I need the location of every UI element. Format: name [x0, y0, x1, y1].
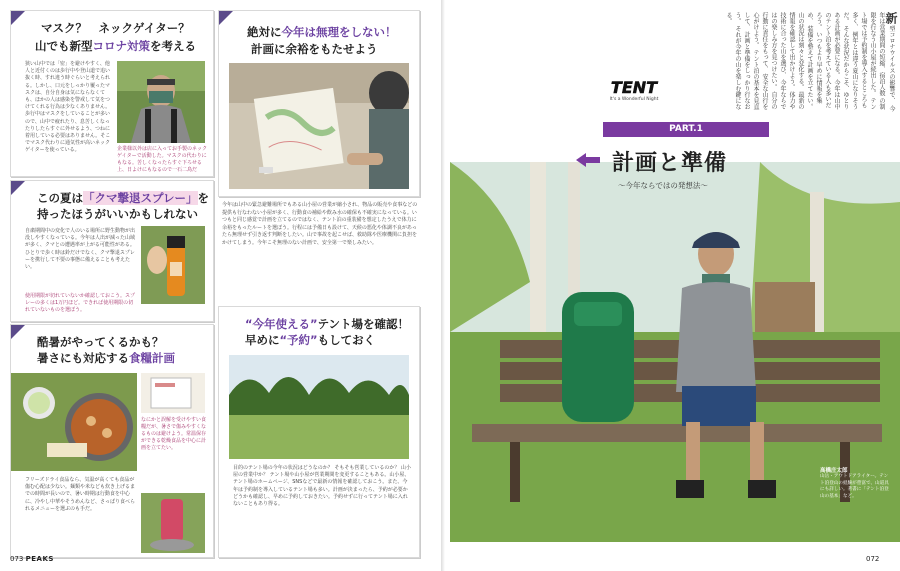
mask-caption: 企業様以外は店に入ってお手製のネックゲイターで活動した。マスクの代わりにもなる。苦しくなったらすぐ下ろせる上、日よけにもなるので一石二鳥だ	[117, 146, 208, 173]
tent-headline-2: 早めに“予約”もしておく	[245, 333, 376, 347]
plan-headline-2: 計画に余裕をもたせよう	[251, 42, 378, 56]
neck-gaiter-photo	[117, 61, 205, 143]
corner-marker-icon	[219, 11, 233, 25]
mask-body: 狭い山中では「密」を避けやすく、他人と近付くのは歩行中や登山道で追い抜く時、すれ違う時ぐらいと考えられる。しかし、口元をしっかり覆ったマスクは、自分自身は気にならなくても、ほかの人は感染を警戒して気をつけてくれる行為は少なくありません。歩行中はマスクをしていることが多いので、山中で疲れたり、息苦しくなったりしたらすぐに外せるよう、つねに着用している必要はありません。そこでマスク代わりに通気性が高いネックゲイターを使っている。	[25, 61, 111, 154]
bear-headline-1: この夏は「クマ撃退スプレー」を	[37, 191, 210, 205]
right-folio: 072	[866, 555, 880, 563]
person-caption: 高橋庄太郎 山岳・アウトドアライター。テント泊登山の経験が豊富で、山道具にも詳しい。著書に「テント泊登山の基本」など。	[820, 468, 889, 499]
corner-marker-icon	[11, 11, 25, 25]
plan-margin-section	[218, 10, 420, 197]
food-headline-2: 暑さにも対応する食糧計画	[37, 351, 175, 365]
tent-site-section	[218, 306, 420, 558]
freeze-dried-photo	[141, 373, 205, 413]
arrow-left-icon	[576, 152, 600, 166]
bear-caption: 使用期限が切れていないか確認しておこう。スプレーの多くは1万円ほど。できれば使用期限の切れていないものを選ぼう。	[25, 293, 136, 313]
food-section	[10, 324, 214, 558]
bear-spray-photo	[141, 226, 205, 304]
tent-headline-1: “今年使える”テント場を確認！	[245, 317, 410, 331]
part-label: PART.1	[603, 122, 769, 137]
bottle-photo	[141, 493, 205, 553]
mask-section	[10, 10, 214, 177]
bear-spray-section	[10, 180, 214, 322]
food-caption: なにかと誤解を受けやすい食糧だが、暑さで傷みやすくなるものは避けよう。常温保存ができる乾燥食品を中心に計画を立てたい。	[141, 417, 207, 451]
map-reading-photo	[229, 63, 409, 189]
left-page	[0, 0, 445, 571]
main-title: 計画と準備	[612, 151, 728, 176]
bear-body: 自粛期間中の変化で人のいる場所に野生動物が出没しやすくなっている。今年は人出が減った山域が多く、クマとの遭遇率が上がる可能性がある。ひとりで歩く時は鈴だけでなく、クマ撃退スプレーを携行して不要の事態に備えることも考えたい。	[25, 228, 136, 271]
corner-marker-icon	[11, 325, 25, 339]
food-body: フリーズドライ食品なら、気温が高くても食品が傷む心配は少ない。麺類や米なども炊き上げるまでの時間が長いので、暑い時期は行動食を中心に、冷やし中華やそうめんなど、さっぱり食べられるメニューを選ぶのも手だ。	[25, 477, 136, 512]
corner-marker-icon	[11, 181, 25, 195]
tent-field-photo	[229, 355, 409, 459]
tent-logo: TENT It's a Wonderful Night	[609, 78, 659, 102]
left-folio: 073 PEAKS	[10, 555, 54, 563]
bear-headline-2: 持ったほうがいいかもしれない	[37, 207, 198, 221]
intro-text: 新 型コロナウイルスの影響で、 今年は営業期間の短縮、宿泊人数 の制限を行なう山小屋が続出した。 テント場では予約制を導入するところも多く、 例年とは違う夏山になりそうだ。 そんな状況だからこそ、ゆとりある計画が必要になる。 今年は山中のテント泊を考えている人も多いだろう。 いつもより早めに情報を集め、 装備を整えて計画を立てたい。 山の状況は刻々と変化する。 最新の情報を確認して出かけよう。 体力や技術に合った山を選び、 今年ならではの楽しみ方を見つけたい。 自分の行動に責任をもって、 安全な山行を心がけよう。 テント泊の基本を見直して、 計画と準備をしっかり行なおう。 それが今年の山を楽しむ鍵になる。	[725, 12, 898, 112]
intro-big-char: 新	[884, 12, 898, 24]
food-headline-1: 酷暑がやってくるかも？	[37, 335, 164, 349]
camp-meal-photo	[11, 373, 137, 471]
tent-body: 目的のテント場の今年の状況はどうなのか？ そもそも営業しているのか？ 山小屋の営業中か？ テント場や山小屋が営業期間を変更することもある。山小屋、テント場のホームページ、SNSなどで最新の情報を確認しておこう。また、今年は予約制を導入しているテント場も多い。計画が決まったら、予約が必要かどうかも確認し、早めに予約しておきたい。予約せずに行ってテント場に入れないこともあり得る。	[233, 465, 411, 508]
plan-headline-1: 絶対に今年は無理をしない！	[247, 25, 397, 39]
main-subtitle: 〜今年ならではの発想法〜	[618, 181, 708, 190]
mask-headline-1: マスク？ ネックゲイター？	[41, 21, 190, 35]
mask-headline-2: 山でも新型コロナ対策を考える	[35, 39, 196, 53]
plan-body: 今年は山中の緊急避難場所でもある山小屋の営業が縮小され、物品の販売や食事などの提供も行なわない小屋が多く、行動食の補給や飲み水の確保も不確実になっている。いつもと同じ感覚で計画を立てるのではなく、テント泊の重装備を想定したうえで体力に余裕をもったルートを選ぼう。行程には予備日も設けて、天候の悪化や体調不良があったら無理せず引き返す判断をしたい。山で事故を起こせば、救助隊や医療機関に負担をかけてしまう。今年こそ無理のない計画で、安全第一で楽しみたい。	[222, 202, 418, 246]
